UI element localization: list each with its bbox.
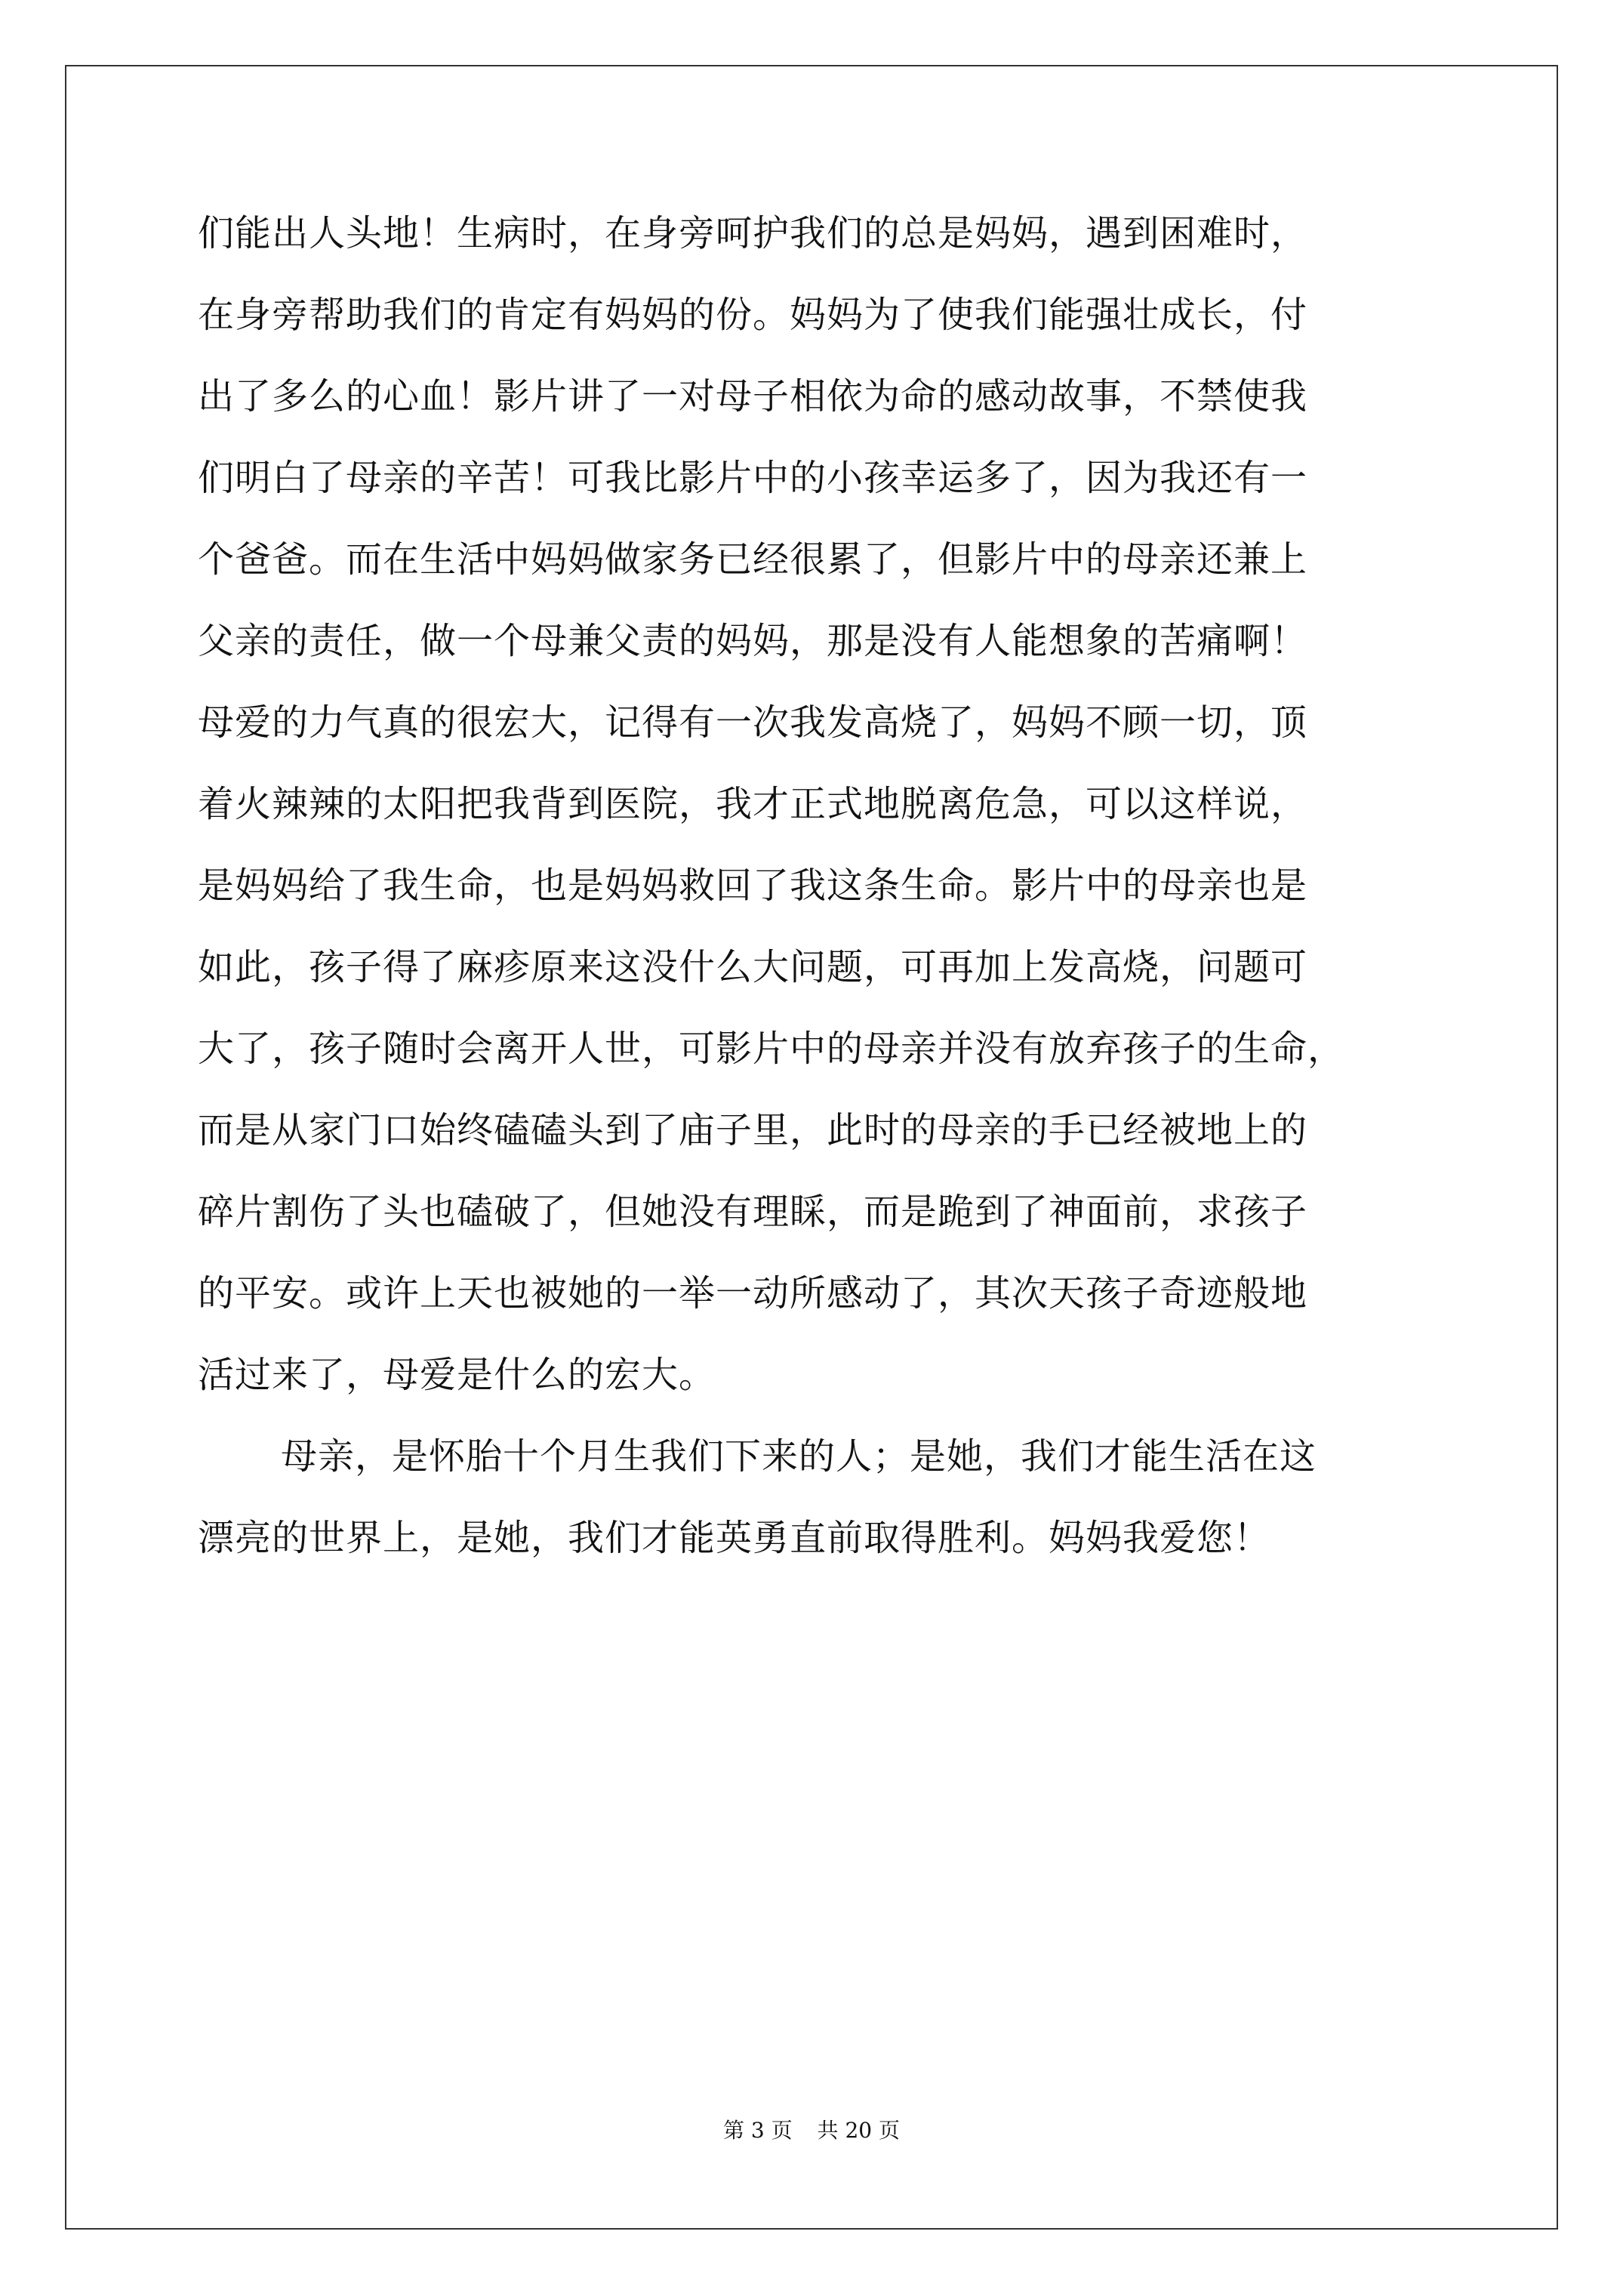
- text-line: 出了多么的心血！影片讲了一对母子相依为命的感动故事，不禁使我: [198, 375, 1308, 418]
- paragraph-2: [198, 1416, 1436, 1579]
- document-body: [198, 193, 1436, 1579]
- page-footer: [0, 2114, 1623, 2144]
- text-line: 碎片割伤了头也磕破了，但她没有理睬，而是跪到了神面前，求孩子: [198, 1191, 1308, 1233]
- text-line: 们明白了母亲的辛苦！可我比影片中的小孩幸运多了，因为我还有一: [198, 457, 1308, 499]
- page-number: 第 3 页: [723, 2118, 793, 2143]
- text-line: 的平安。或许上天也被她的一举一动所感动了，其次天孩子奇迹般地: [198, 1272, 1308, 1314]
- page-total: 共 20 页: [817, 2118, 900, 2143]
- text-line: 而是从家门口始终磕磕头到了庙子里，此时的母亲的手已经被地上的: [198, 1109, 1308, 1151]
- text-line: 个爸爸。而在生活中妈妈做家务已经很累了，但影片中的母亲还兼上: [198, 538, 1308, 581]
- text-line: 母爱的力气真的很宏大，记得有一次我发高烧了，妈妈不顾一切，顶: [198, 701, 1308, 744]
- text-line: 大了，孩子随时会离开人世，可影片中的母亲并没有放弃孩子的生命，: [198, 1028, 1345, 1070]
- text-line: 是妈妈给了我生命，也是妈妈救回了我这条生命。影片中的母亲也是: [198, 864, 1308, 907]
- text-line: 在身旁帮助我们的肯定有妈妈的份。妈妈为了使我们能强壮成长，付: [198, 294, 1308, 336]
- text-line: 们能出人头地！生病时，在身旁呵护我们的总是妈妈，遇到困难时，: [198, 212, 1308, 254]
- text-line: 着火辣辣的太阳把我背到医院，我才正式地脱离危急，可以这样说，: [198, 783, 1308, 825]
- text-line: 父亲的责任，做一个母兼父责的妈妈，那是没有人能想象的苦痛啊！: [198, 620, 1308, 662]
- text-line: 如此，孩子得了麻疹原来这没什么大问题，可再加上发高烧，问题可: [198, 946, 1308, 988]
- text-line: 活过来了，母爱是什么的宏大。: [198, 1354, 716, 1396]
- paragraph-1: [198, 193, 1436, 1416]
- text-line: 母亲，是怀胎十个月生我们下来的人；是她，我们才能生活在这: [281, 1435, 1317, 1478]
- text-line: 漂亮的世界上，是她，我们才能英勇直前取得胜利。妈妈我爱您！: [198, 1517, 1271, 1559]
